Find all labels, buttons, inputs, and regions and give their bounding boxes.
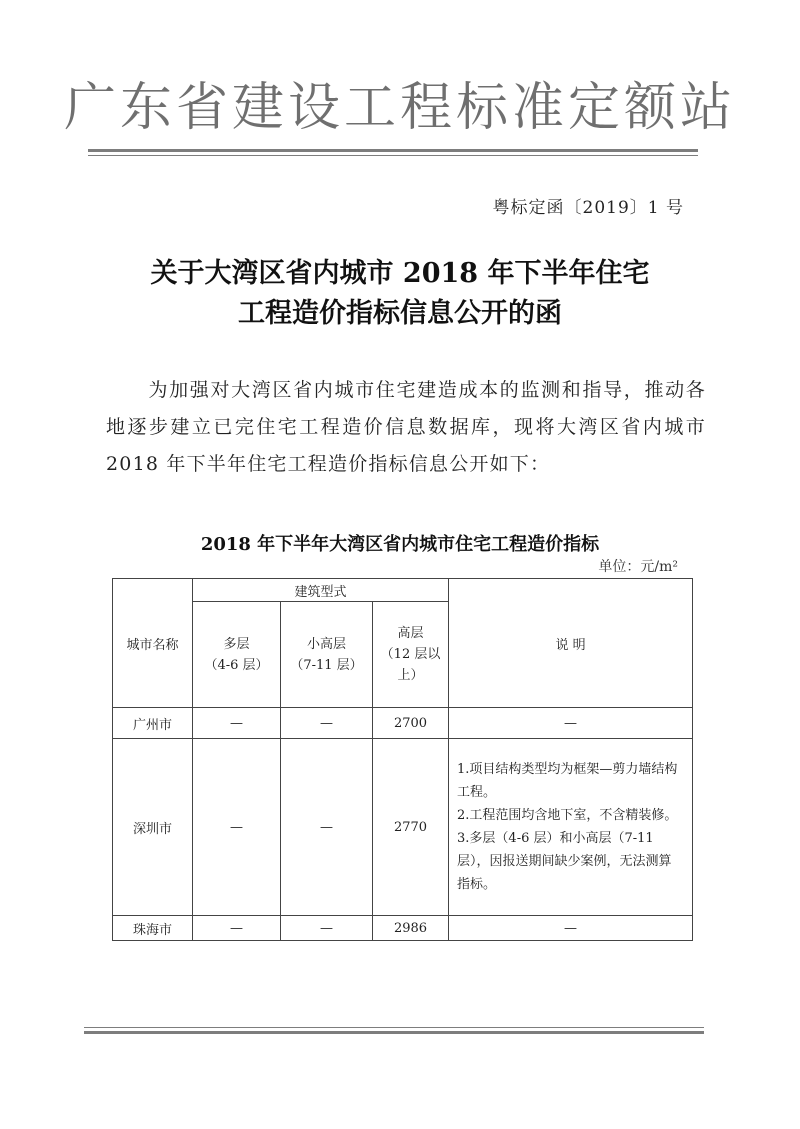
cell-multi: — [193,708,281,739]
cell-city: 珠海市 [113,916,193,941]
cell-multi: — [193,916,281,941]
header-multi-storey: 多层 （4-6 层） [193,602,281,708]
table-row [113,739,693,916]
document-title-line1: 关于大湾区省内城市 2018 年下半年住宅 [150,258,650,289]
body-paragraph [106,372,706,483]
note-line: 2.工程范围均含地下室，不含精装修。 [457,808,678,823]
header-high-rise: 高层 （12 层以 上） [373,602,449,708]
table-row [113,708,693,739]
footer-rule-thin [84,1027,704,1028]
header-building-type: 建筑型式 [193,579,449,602]
cost-index-table [112,578,693,941]
cell-small-high: — [281,916,373,941]
document-title-line2: 工程造价指标信息公开的函 [238,298,562,329]
letterhead: 广东省建设工程标准定额站 [63,78,736,138]
body-paragraph-text: 为加强对大湾区省内城市住宅建造成本的监测和指导，推动各地逐步建立已完住宅工程造价信息数据库，现将大湾区省内城市 2018 年下半年住宅工程造价指标信息公开如下： [106,379,706,475]
letterhead-rule-thick [88,149,698,152]
note-line: 1.项目结构类型均为框架—剪力墙结构工程。 [457,762,678,800]
letterhead-rule-thin [88,155,698,156]
header-notes: 说 明 [449,579,693,708]
footer-rule-thick [84,1031,704,1034]
cell-city: 深圳市 [113,739,193,916]
table-row [113,916,693,941]
cell-notes: — [449,916,693,941]
cell-high: 2700 [373,708,449,739]
table-unit: 单位：元/m² [598,559,678,575]
cell-multi: — [193,739,281,916]
table-header-row [113,579,693,602]
table-title: 2018 年下半年大湾区省内城市住宅工程造价指标 [200,534,600,555]
cell-notes: — [449,708,693,739]
header-city: 城市名称 [113,579,193,708]
cell-small-high: — [281,739,373,916]
cell-city: 广州市 [113,708,193,739]
header-small-high-rise: 小高层 （7-11 层） [281,602,373,708]
document-number: 粤标定函〔2019〕1 号 [492,198,684,218]
cell-small-high: — [281,708,373,739]
note-line: 3.多层（4-6 层）和小高层（7-11 层），因报送期间缺少案例，无法测算指标。 [457,831,672,892]
cell-high: 2986 [373,916,449,941]
cell-high: 2770 [373,739,449,916]
cell-notes [449,739,693,916]
